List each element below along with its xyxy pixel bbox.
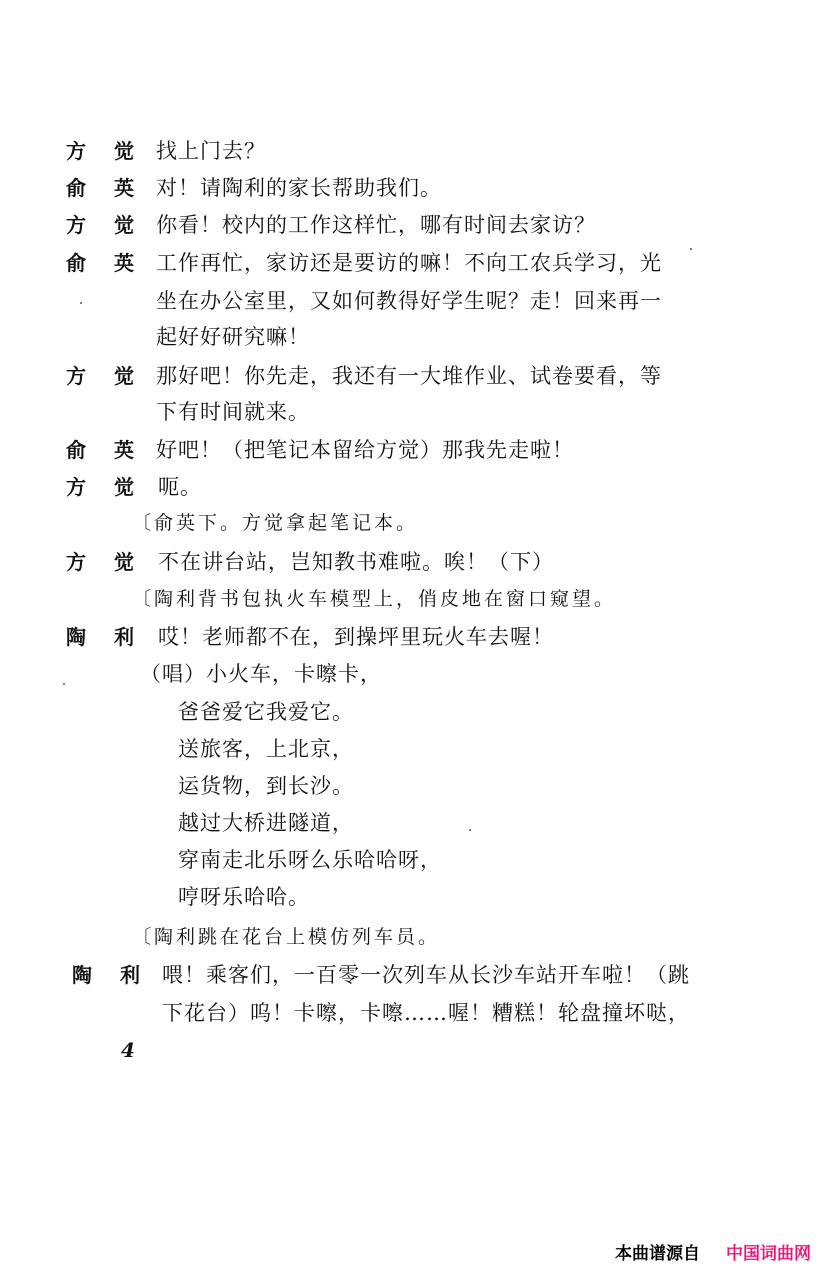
speaker-name: 觉 [114, 475, 134, 499]
dialogue-text: 找上门去？ [156, 139, 266, 163]
dialogue-text: 那好吧！你先走，我还有一大堆作业、试卷要看，等 [156, 364, 662, 388]
song-lyric: 爸爸爱它我爱它。 [178, 700, 354, 724]
speaker-name: 利 [120, 963, 140, 987]
speaker-name: 觉 [114, 213, 134, 237]
dialogue-text: 下有时间就来。 [156, 400, 310, 424]
dialogue-text: 哎！老师都不在，到操坪里玩火车去喔！ [158, 625, 554, 649]
speaker-name: 方 [66, 475, 86, 499]
dialogue-text: 不在讲台站，岂知教书难啦。唉！（下） [158, 550, 554, 574]
speaker-name: 方 [66, 364, 86, 388]
stage-direction-text: 〔陶利背书包执火车模型上，俏皮地在窗口窥望。 [132, 588, 617, 610]
song-lyric: 越过大桥进隧道， [178, 811, 354, 835]
dialogue-text: 喂！乘客们，一百零一次列车从长沙车站开车啦！（跳 [162, 963, 690, 987]
dialogue-text: 好吧！（把笔记本留给方觉）那我先走啦！ [156, 438, 574, 462]
speaker-name: 陶 [72, 963, 92, 987]
speaker-name: 俞 [66, 251, 86, 275]
song-lyric: 哼呀乐哈哈。 [178, 885, 310, 909]
scan-speck [469, 829, 471, 831]
dialogue-text: 你看！校内的工作这样忙，哪有时间去家访？ [156, 213, 596, 237]
watermark-site-name[interactable]: 中国词曲网 [726, 1244, 811, 1264]
speaker-name: 觉 [114, 550, 134, 574]
page-number: 4 [121, 1038, 135, 1062]
speaker-name: 觉 [114, 364, 134, 388]
scan-speck [80, 302, 82, 304]
speaker-name: 英 [114, 176, 134, 200]
song-intro-text: （唱）小火车，卡嚓卡， [140, 662, 382, 686]
stage-direction-text: 〔陶利跳在花台上模仿列车员。 [132, 926, 441, 948]
song-lyric: 穿南走北乐呀么乐哈哈呀， [178, 848, 442, 872]
speaker-name: 英 [114, 251, 134, 275]
dialogue-text: 坐在办公室里，又如何教得好学生呢？走！回来再一 [156, 289, 662, 313]
watermark-source-label: 本曲谱源自 [615, 1244, 700, 1264]
song-lyric: 送旅客，上北京， [178, 737, 354, 761]
speaker-name: 方 [66, 139, 86, 163]
speaker-name: 利 [114, 625, 134, 649]
song-lyric: 运货物，到长沙。 [178, 774, 354, 798]
speaker-name: 俞 [66, 176, 86, 200]
speaker-name: 陶 [66, 625, 86, 649]
dialogue-text: 起好好研究嘛！ [156, 325, 310, 349]
speaker-name: 英 [114, 438, 134, 462]
speaker-name: 方 [66, 550, 86, 574]
speaker-name: 方 [66, 213, 86, 237]
dialogue-text: 呃。 [158, 475, 202, 499]
scan-speck [690, 248, 692, 250]
dialogue-text: 对！请陶利的家长帮助我们。 [156, 176, 442, 200]
dialogue-text: 工作再忙，家访还是要访的嘛！不向工农兵学习，光 [156, 251, 662, 275]
dialogue-text: 下花台）呜！卡嚓，卡嚓……喔！糟糕！轮盘撞坏哒， [162, 1001, 690, 1025]
stage-direction-text: 〔俞英下。方觉拿起笔记本。 [132, 512, 419, 534]
speaker-name: 俞 [66, 438, 86, 462]
scan-speck [63, 683, 65, 685]
speaker-name: 觉 [114, 139, 134, 163]
